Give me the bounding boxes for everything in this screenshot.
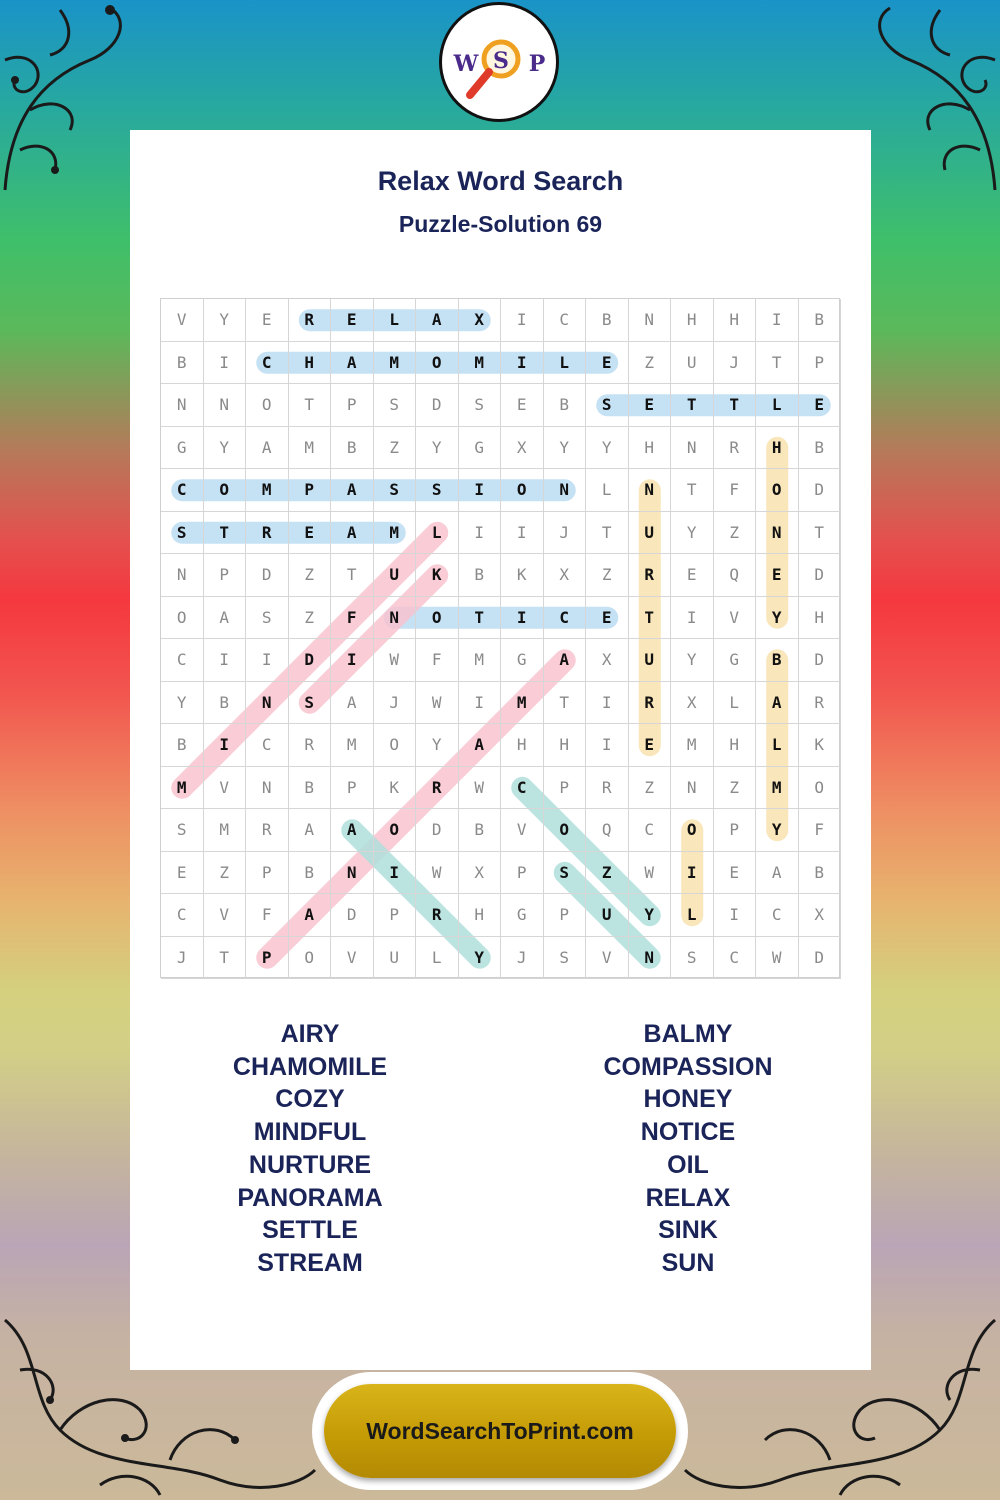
puzzle-card	[130, 130, 871, 1370]
grid-cell: A	[331, 469, 374, 512]
puzzle-subtitle: Puzzle-Solution 69	[398, 211, 603, 237]
grid-cell: C	[629, 809, 672, 852]
grid-cell: H	[544, 724, 587, 767]
grid-cell: D	[289, 639, 332, 682]
grid-cell: I	[204, 724, 247, 767]
grid-cell: P	[501, 852, 544, 895]
grid-cell: A	[331, 512, 374, 555]
grid-cell: P	[544, 767, 587, 810]
grid-cell: Y	[586, 427, 629, 470]
grid-cell: Z	[204, 852, 247, 895]
magnifier-icon	[442, 5, 556, 119]
grid-cell: O	[246, 384, 289, 427]
grid-cell: P	[799, 342, 842, 385]
word-list-item: SINK	[658, 1216, 718, 1245]
grid-cell: T	[671, 384, 714, 427]
grid-cell: C	[501, 767, 544, 810]
grid-cell: Z	[629, 342, 672, 385]
grid-cell: I	[671, 597, 714, 640]
grid-cell: K	[374, 767, 417, 810]
grid-cell: V	[501, 809, 544, 852]
grid-cell: T	[204, 512, 247, 555]
word-list-left	[125, 1018, 495, 1280]
grid-cell: D	[416, 809, 459, 852]
grid-cell: C	[714, 937, 757, 980]
grid-cell: N	[331, 852, 374, 895]
grid-cell: X	[459, 299, 502, 342]
grid-cell: D	[799, 639, 842, 682]
grid-cell: E	[756, 554, 799, 597]
grid-cell: Z	[586, 554, 629, 597]
grid-cell: M	[374, 342, 417, 385]
grid-cell: O	[799, 767, 842, 810]
grid-cell: C	[161, 894, 204, 937]
grid-cell: I	[714, 894, 757, 937]
grid-cell: G	[161, 427, 204, 470]
grid-cell: D	[799, 937, 842, 980]
grid-cell: R	[714, 427, 757, 470]
grid-cell: N	[756, 512, 799, 555]
word-list-item: MINDFUL	[253, 1118, 367, 1147]
grid-cell: W	[459, 767, 502, 810]
grid-cell: Z	[289, 554, 332, 597]
grid-cell: E	[586, 342, 629, 385]
puzzle-title: Relax Word Search	[377, 166, 624, 196]
grid-cell: R	[629, 682, 672, 725]
grid-cell: V	[161, 299, 204, 342]
grid-cell: U	[374, 554, 417, 597]
grid-cell: Z	[629, 767, 672, 810]
word-list-item: SUN	[661, 1248, 715, 1277]
grid-cell: B	[289, 852, 332, 895]
grid-cell: Q	[714, 554, 757, 597]
grid-cell: P	[544, 894, 587, 937]
grid-cell: A	[204, 597, 247, 640]
grid-cell: F	[246, 894, 289, 937]
grid-cell: T	[629, 597, 672, 640]
grid-cell: D	[799, 469, 842, 512]
grid-cell: H	[714, 299, 757, 342]
grid-cell: C	[544, 597, 587, 640]
grid-cell: N	[629, 469, 672, 512]
grid-cell: I	[246, 639, 289, 682]
grid-cell: J	[161, 937, 204, 980]
grid-cell: B	[586, 299, 629, 342]
grid-cell: E	[629, 724, 672, 767]
grid-cell: O	[204, 469, 247, 512]
grid-cell: I	[331, 639, 374, 682]
grid-cell: S	[289, 682, 332, 725]
grid-cell: G	[459, 427, 502, 470]
grid-cell: Y	[756, 597, 799, 640]
grid-cell: J	[374, 682, 417, 725]
grid-cell: R	[416, 767, 459, 810]
word-list-item: NURTURE	[248, 1150, 372, 1179]
grid-cell: E	[501, 384, 544, 427]
grid-cell: N	[671, 427, 714, 470]
grid-cell: R	[289, 299, 332, 342]
grid-cell: Y	[161, 682, 204, 725]
grid-cell: C	[161, 469, 204, 512]
corner-ornament-top-right	[860, 0, 1000, 200]
grid-cell: S	[544, 852, 587, 895]
grid-cell: O	[289, 937, 332, 980]
word-list-item: PANORAMA	[237, 1183, 383, 1212]
grid-cell: A	[756, 852, 799, 895]
grid-cell: R	[416, 894, 459, 937]
grid-cell: O	[374, 809, 417, 852]
grid-cell: R	[246, 512, 289, 555]
grid-cell: N	[246, 767, 289, 810]
grid-cell: W	[416, 682, 459, 725]
grid-cell: Y	[671, 639, 714, 682]
word-list-item: AIRY	[280, 1020, 340, 1048]
grid-cell: A	[289, 894, 332, 937]
word-search-grid	[160, 298, 840, 978]
grid-cell: N	[671, 767, 714, 810]
grid-cell: Z	[714, 512, 757, 555]
grid-cell: R	[586, 767, 629, 810]
word-list-item: NOTICE	[640, 1118, 736, 1147]
grid-cell: P	[714, 809, 757, 852]
grid-cell: C	[246, 342, 289, 385]
grid-cell: Y	[756, 809, 799, 852]
grid-cell: O	[544, 809, 587, 852]
word-list-item: SETTLE	[262, 1216, 358, 1245]
grid-cell: O	[756, 469, 799, 512]
grid-cell: Y	[204, 299, 247, 342]
grid-cell: K	[501, 554, 544, 597]
grid-cell: L	[714, 682, 757, 725]
grid-cell: F	[416, 639, 459, 682]
grid-cell: M	[756, 767, 799, 810]
grid-cell: T	[459, 597, 502, 640]
grid-cell: R	[629, 554, 672, 597]
grid-cell: A	[246, 427, 289, 470]
grid-cell: T	[544, 682, 587, 725]
grid-cell: F	[714, 469, 757, 512]
grid-cell: V	[331, 937, 374, 980]
grid-cell: R	[799, 682, 842, 725]
grid-cell: A	[331, 809, 374, 852]
grid-cell: A	[331, 682, 374, 725]
word-list-right	[503, 1018, 873, 1280]
grid-cell: C	[544, 299, 587, 342]
grid-cell: E	[331, 299, 374, 342]
grid-cell: I	[204, 639, 247, 682]
grid-cell: M	[246, 469, 289, 512]
grid-cell: B	[544, 384, 587, 427]
grid-cell: O	[501, 469, 544, 512]
grid-cell: E	[629, 384, 672, 427]
grid-cell: Q	[586, 809, 629, 852]
grid-cell: X	[459, 852, 502, 895]
grid-cell: G	[714, 639, 757, 682]
grid-cell: M	[374, 512, 417, 555]
grid-cell: N	[204, 384, 247, 427]
grid-cell: L	[671, 894, 714, 937]
grid-cell: H	[799, 597, 842, 640]
grid-cell: L	[416, 937, 459, 980]
grid-cell: T	[289, 384, 332, 427]
grid-cell: W	[629, 852, 672, 895]
grid-cell: E	[714, 852, 757, 895]
grid-cell: O	[161, 597, 204, 640]
grid-cell: S	[416, 469, 459, 512]
site-link-button[interactable]	[324, 1384, 676, 1478]
grid-cell: T	[671, 469, 714, 512]
grid-cell: P	[204, 554, 247, 597]
logo-letter-w: W	[453, 51, 479, 77]
grid-cell: K	[799, 724, 842, 767]
grid-cell: V	[204, 767, 247, 810]
grid-cell: R	[246, 809, 289, 852]
grid-cell: O	[374, 724, 417, 767]
logo-letter-p: P	[528, 51, 546, 77]
grid-cell: B	[799, 427, 842, 470]
grid-cell: C	[246, 724, 289, 767]
grid-cell: S	[586, 384, 629, 427]
corner-ornament-top-left	[0, 0, 140, 200]
grid-cell: I	[204, 342, 247, 385]
grid-cell: H	[756, 427, 799, 470]
word-list-item: COZY	[275, 1085, 345, 1114]
grid-cell: Z	[714, 767, 757, 810]
logo-letter-s: S	[493, 48, 509, 74]
grid-cell: P	[331, 384, 374, 427]
grid-cell: M	[671, 724, 714, 767]
grid-cell: V	[204, 894, 247, 937]
grid-cell: S	[246, 597, 289, 640]
grid-cell: P	[289, 469, 332, 512]
grid-cell: L	[374, 299, 417, 342]
grid-cell: H	[714, 724, 757, 767]
grid-cell: I	[459, 682, 502, 725]
grid-cell: P	[331, 767, 374, 810]
grid-cell: E	[289, 512, 332, 555]
grid-cell: M	[289, 427, 332, 470]
grid-cell: C	[161, 639, 204, 682]
grid-cell: J	[544, 512, 587, 555]
word-list-item: RELAX	[645, 1183, 731, 1212]
grid-cell: W	[416, 852, 459, 895]
word-list-item: CHAMOMILE	[232, 1052, 388, 1081]
grid-cell: X	[671, 682, 714, 725]
grid-cell: Y	[416, 427, 459, 470]
grid-cell: H	[289, 342, 332, 385]
grid-cell: P	[374, 894, 417, 937]
grid-cell: F	[799, 809, 842, 852]
grid-cell: E	[671, 554, 714, 597]
grid-cell: L	[756, 724, 799, 767]
grid-cell: N	[161, 384, 204, 427]
grid-cell: X	[586, 639, 629, 682]
grid-cell: T	[799, 512, 842, 555]
grid-cell: P	[246, 937, 289, 980]
grid-cell: A	[416, 299, 459, 342]
grid-cell: E	[586, 597, 629, 640]
grid-cell: Y	[671, 512, 714, 555]
grid-cell: L	[756, 384, 799, 427]
grid-cell: D	[331, 894, 374, 937]
grid-cell: M	[204, 809, 247, 852]
grid-cell: X	[799, 894, 842, 937]
word-list-item: STREAM	[257, 1248, 363, 1277]
grid-cell: F	[331, 597, 374, 640]
grid-cell: C	[756, 894, 799, 937]
grid-cell: V	[586, 937, 629, 980]
grid-cell: H	[459, 894, 502, 937]
grid-cell: H	[501, 724, 544, 767]
grid-cell: H	[671, 299, 714, 342]
letter-cells	[161, 299, 841, 979]
grid-cell: X	[501, 427, 544, 470]
grid-cell: T	[586, 512, 629, 555]
grid-cell: N	[629, 937, 672, 980]
word-list-item: HONEY	[643, 1085, 733, 1114]
grid-cell: B	[331, 427, 374, 470]
grid-cell: A	[331, 342, 374, 385]
grid-cell: I	[501, 299, 544, 342]
site-link-frame	[312, 1372, 688, 1490]
grid-cell: R	[289, 724, 332, 767]
grid-cell: N	[161, 554, 204, 597]
grid-cell: Z	[374, 427, 417, 470]
site-logo[interactable]	[439, 2, 559, 122]
grid-cell: E	[799, 384, 842, 427]
grid-cell: U	[671, 342, 714, 385]
grid-cell: D	[799, 554, 842, 597]
grid-cell: T	[331, 554, 374, 597]
grid-cell: Y	[629, 894, 672, 937]
grid-cell: A	[544, 639, 587, 682]
grid-cell: S	[374, 384, 417, 427]
grid-cell: S	[161, 809, 204, 852]
grid-cell: B	[161, 724, 204, 767]
grid-cell: G	[501, 639, 544, 682]
grid-cell: O	[671, 809, 714, 852]
grid-cell: I	[501, 342, 544, 385]
grid-cell: B	[799, 852, 842, 895]
grid-cell: I	[671, 852, 714, 895]
grid-cell: B	[289, 767, 332, 810]
grid-cell: T	[756, 342, 799, 385]
grid-cell: I	[501, 512, 544, 555]
grid-cell: U	[586, 894, 629, 937]
grid-cell: W	[374, 639, 417, 682]
grid-cell: P	[246, 852, 289, 895]
grid-cell: W	[756, 937, 799, 980]
grid-cell: B	[161, 342, 204, 385]
grid-cell: Y	[544, 427, 587, 470]
grid-cell: B	[799, 299, 842, 342]
grid-cell: D	[246, 554, 289, 597]
grid-cell: Z	[586, 852, 629, 895]
grid-cell: L	[544, 342, 587, 385]
grid-cell: I	[459, 469, 502, 512]
grid-cell: S	[671, 937, 714, 980]
grid-cell: B	[459, 554, 502, 597]
grid-cell: B	[204, 682, 247, 725]
site-link-label: WordSearchToPrint.com	[366, 1417, 634, 1444]
grid-cell: S	[374, 469, 417, 512]
grid-cell: N	[544, 469, 587, 512]
word-list-item: BALMY	[643, 1020, 733, 1048]
grid-cell: O	[416, 342, 459, 385]
grid-cell: A	[289, 809, 332, 852]
grid-cell: B	[756, 639, 799, 682]
grid-cell: K	[416, 554, 459, 597]
grid-cell: M	[501, 682, 544, 725]
grid-cell: H	[629, 427, 672, 470]
word-list-item: OIL	[667, 1150, 709, 1179]
grid-cell: J	[714, 342, 757, 385]
grid-cell: T	[714, 384, 757, 427]
grid-cell: B	[459, 809, 502, 852]
grid-cell: N	[246, 682, 289, 725]
grid-cell: G	[501, 894, 544, 937]
grid-cell: I	[586, 724, 629, 767]
grid-cell: I	[459, 512, 502, 555]
grid-cell: I	[586, 682, 629, 725]
grid-cell: S	[459, 384, 502, 427]
grid-cell: S	[161, 512, 204, 555]
grid-cell: M	[331, 724, 374, 767]
grid-cell: S	[544, 937, 587, 980]
grid-cell: M	[459, 639, 502, 682]
grid-cell: E	[246, 299, 289, 342]
grid-cell: L	[586, 469, 629, 512]
grid-cell: J	[501, 937, 544, 980]
grid-cell: Z	[289, 597, 332, 640]
grid-cell: I	[756, 299, 799, 342]
grid-cell: M	[161, 767, 204, 810]
grid-cell: I	[501, 597, 544, 640]
grid-cell: N	[629, 299, 672, 342]
grid-cell: O	[416, 597, 459, 640]
grid-cell: Y	[204, 427, 247, 470]
grid-cell: M	[459, 342, 502, 385]
grid-cell: A	[756, 682, 799, 725]
grid-cell: X	[544, 554, 587, 597]
grid-cell: L	[416, 512, 459, 555]
grid-cell: Y	[459, 937, 502, 980]
grid-cell: N	[374, 597, 417, 640]
grid-cell: Y	[416, 724, 459, 767]
grid-cell: U	[629, 639, 672, 682]
grid-cell: U	[629, 512, 672, 555]
word-list-item: COMPASSION	[603, 1052, 773, 1081]
grid-cell: A	[459, 724, 502, 767]
grid-cell: D	[416, 384, 459, 427]
grid-cell: U	[374, 937, 417, 980]
grid-cell: I	[374, 852, 417, 895]
grid-cell: E	[161, 852, 204, 895]
grid-cell: V	[714, 597, 757, 640]
grid-cell: T	[204, 937, 247, 980]
